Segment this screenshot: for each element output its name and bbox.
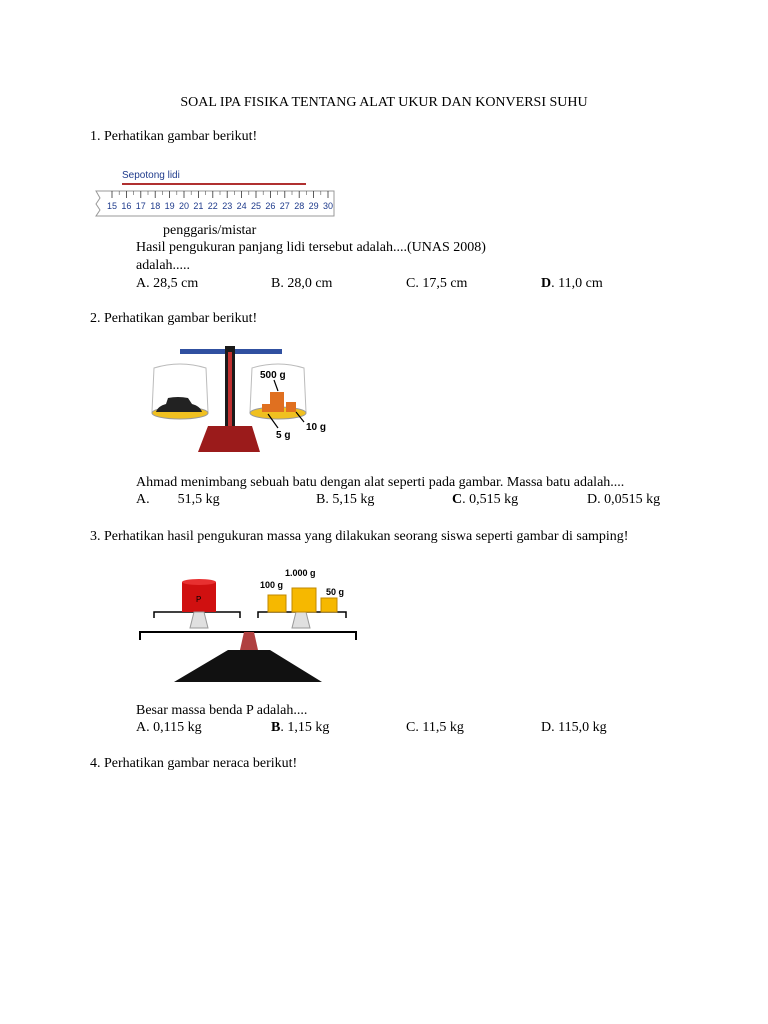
object-p-label: P — [196, 595, 202, 604]
q2-option-a[interactable]: A. 51,5 kg — [136, 492, 220, 507]
q1-option-b[interactable]: B. 28,0 cm — [271, 276, 333, 291]
left-support — [190, 612, 208, 628]
weight-500g — [270, 392, 284, 412]
q3-option-c[interactable]: C. 11,5 kg — [406, 720, 464, 735]
label-50g: 50 g — [326, 587, 345, 597]
q2-stem: Ahmad menimbang sebuah batu dengan alat seperti pada gambar. Massa batu adalah.... — [136, 475, 625, 490]
q3-question: 3. Perhatikan hasil pengukuran massa yang dilakukan seorang siswa seperti gambar di samping! — [90, 529, 629, 544]
ruler-tick-label: 25 — [250, 201, 262, 211]
weight-5g — [262, 404, 270, 412]
ruler-tick-label: 19 — [164, 201, 175, 211]
label-10g: 10 g — [306, 422, 327, 433]
q4-question: 4. Perhatikan gambar neraca berikut! — [90, 756, 298, 771]
weight-100g — [268, 595, 286, 612]
ruler-tick-label: 22 — [207, 201, 218, 211]
q1-option-d[interactable]: D. 11,0 cm — [541, 276, 603, 291]
ruler-tick-label: 28 — [294, 201, 305, 211]
ruler-tick-label: 24 — [236, 201, 247, 211]
ruler-tick-label: 29 — [308, 201, 319, 211]
ruler-figure — [92, 160, 342, 220]
weight-10g — [286, 402, 296, 412]
q1-option-c[interactable]: C. 17,5 cm — [406, 276, 468, 291]
right-support — [292, 612, 310, 628]
q1-option-a[interactable]: A. 28,5 cm — [136, 276, 199, 291]
ruler-tick-label: 18 — [150, 201, 161, 211]
label-1000g: 1.000 g — [285, 568, 316, 578]
stick-label: Sepotong lidi — [122, 170, 180, 181]
ruler-tick-label: 17 — [135, 201, 146, 211]
q2-option-c[interactable]: C. 0,515 kg — [452, 492, 519, 507]
q3-option-a[interactable]: A. 0,115 kg — [136, 720, 202, 735]
balance-stand — [198, 426, 260, 452]
ruler-tick-label: 23 — [222, 201, 233, 211]
lever-balance-figure — [130, 560, 365, 685]
weight-1000g — [292, 588, 316, 612]
q1-stem-continued: adalah..... — [136, 258, 191, 273]
q1-stem: Hasil pengukuran panjang lidi tersebut adalah....(UNAS 2008) — [136, 240, 486, 255]
object-p-top — [182, 579, 216, 585]
ruler-tick-label: 21 — [193, 201, 204, 211]
q2-option-b[interactable]: B. 5,15 kg — [316, 492, 375, 507]
q1-question: 1. Perhatikan gambar berikut! — [90, 129, 258, 144]
ruler-tick-label: 27 — [279, 201, 290, 211]
label-100g: 100 g — [260, 580, 284, 590]
q2-option-d[interactable]: D. 0,0515 kg — [587, 492, 661, 507]
ruler-tick-label: 20 — [178, 201, 190, 211]
arrow-500g — [274, 380, 278, 391]
balance-figure — [140, 340, 340, 455]
page-title: SOAL IPA FISIKA TENTANG ALAT UKUR DAN KONVERSI SUHU — [180, 95, 588, 110]
stone — [156, 397, 202, 412]
ruler-tick-label: 30 — [322, 201, 334, 211]
lever-base — [174, 650, 322, 682]
fulcrum — [240, 632, 258, 650]
ruler-tick-label: 15 — [106, 201, 118, 211]
weight-50g — [321, 598, 337, 612]
q1-caption: penggaris/mistar — [163, 223, 257, 238]
q3-stem: Besar massa benda P adalah.... — [136, 703, 308, 718]
ruler-tick-label: 26 — [265, 201, 276, 211]
ruler-tick-label: 16 — [121, 201, 132, 211]
q2-question: 2. Perhatikan gambar berikut! — [90, 311, 258, 326]
q3-option-d[interactable]: D. 115,0 kg — [541, 720, 607, 735]
label-5g: 5 g — [276, 430, 291, 441]
label-500g: 500 g — [260, 370, 286, 381]
balance-pillar-stripe — [228, 352, 232, 426]
q3-option-b[interactable]: B. 1,15 kg — [271, 720, 330, 735]
